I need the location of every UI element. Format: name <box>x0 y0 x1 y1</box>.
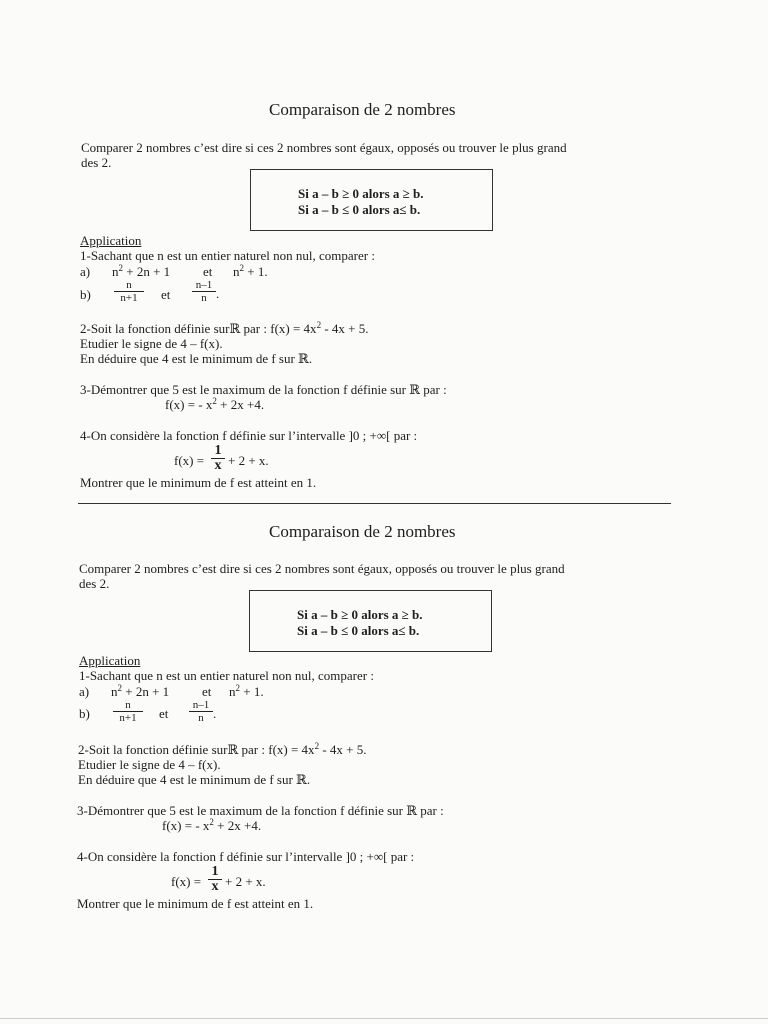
intro-line-1: Comparer 2 nombres c’est dire si ces 2 nombres sont égaux, opposés ou trouver le plus grand <box>81 140 567 155</box>
exercise-1b-label: b) <box>79 706 90 721</box>
et-word: et <box>161 287 171 302</box>
fraction-1-over-x: 1 x <box>211 444 225 473</box>
exercise-1a-expression-2: $n^2 + 1$. <box>233 263 268 279</box>
exercise-3-line-1: 3-Démontrer que 5 est le maximum de la fonction f définie sur ℝ par : <box>80 382 447 397</box>
exercise-2-line-1: 2-Soit la fonction définie surℝ par : $f(x) = 4x^2 - 4x + 5$. <box>80 320 369 336</box>
exercise-4-line-1: 4-On considère la fonction f définie sur l’intervalle ]0 ; +∞[ par : <box>77 849 415 864</box>
intro-line-2: des 2. <box>81 155 112 170</box>
rule-line-1: Si a – b ≥ 0 alors a ≥ b. <box>298 186 424 201</box>
exercise-2-line-3: En déduire que 4 est le minimum de f sur ℝ. <box>80 351 313 366</box>
rule-line-2: Si a – b ≤ 0 alors a≤ b. <box>297 623 420 638</box>
exercise-2-line-2: Etudier le signe de 4 – f(x). <box>80 336 223 351</box>
exercise-2-line-1: 2-Soit la fonction définie surℝ par : $f(x) = 4x^2 - 4x + 5$. <box>78 741 367 757</box>
et-word: et <box>203 264 213 279</box>
fraction-n-minus-1-over-n: n–1 n <box>192 279 216 304</box>
exercise-1a-label: a) <box>80 264 91 279</box>
exercise-3-formula: f(x) = - $x^2 + 2x +4$. <box>165 396 265 412</box>
exercise-1a-expression-1: $n^2 + 2n + 1$ <box>112 263 171 279</box>
intro-line-2: des 2. <box>79 576 110 591</box>
exercise-4-line-3: Montrer que le minimum de f est atteint en 1. <box>77 896 314 911</box>
exercise-3-formula: f(x) = - $x^2 + 2x +4$. <box>162 817 262 833</box>
exercise-4-line-1: 4-On considère la fonction f définie sur l’intervalle ]0 ; +∞[ par : <box>80 428 418 443</box>
exercise-1b-label: b) <box>80 287 91 302</box>
et-word: et <box>202 684 212 699</box>
exercise-1-intro: 1-Sachant que n est un entier naturel non nul, comparer : <box>79 668 374 683</box>
fraction-n-minus-1-over-n: n–1 n <box>189 699 213 724</box>
intro-line-1: Comparer 2 nombres c’est dire si ces 2 nombres sont égaux, opposés ou trouver le plus grand <box>79 561 565 576</box>
application-heading: Application <box>79 653 141 668</box>
exercise-4-fx: f(x) = <box>171 874 202 889</box>
exercise-1-intro: 1-Sachant que n est un entier naturel non nul, comparer : <box>80 248 375 263</box>
worksheet-title: Comparaison de 2 nombres <box>269 522 456 541</box>
exercise-1a-expression-2: $n^2 + 1$. <box>229 683 264 699</box>
exercise-2-line-2: Etudier le signe de 4 – f(x). <box>78 757 221 772</box>
rule-line-2: Si a – b ≤ 0 alors a≤ b. <box>298 202 421 217</box>
period: . <box>213 706 217 721</box>
worksheet-title: Comparaison de 2 nombres <box>269 100 456 119</box>
exercise-2-line-3: En déduire que 4 est le minimum de f sur ℝ. <box>78 772 311 787</box>
cut-line-divider <box>78 503 671 504</box>
et-word: et <box>159 706 169 721</box>
application-heading: Application <box>80 233 142 248</box>
rule-box <box>250 169 493 231</box>
rule-line-1: Si a – b ≥ 0 alors a ≥ b. <box>297 607 423 622</box>
page-bottom-edge <box>0 1018 768 1019</box>
exercise-4-rest: + 2 + x. <box>228 453 269 468</box>
exercise-4-rest: + 2 + x. <box>225 874 266 889</box>
fraction-1-over-x: 1 x <box>208 865 222 894</box>
rule-box <box>249 590 492 652</box>
exercise-3-line-1: 3-Démontrer que 5 est le maximum de la fonction f définie sur ℝ par : <box>77 803 444 818</box>
exercise-4-line-3: Montrer que le minimum de f est atteint en 1. <box>80 475 317 490</box>
period: . <box>216 286 220 301</box>
exercise-4-fx: f(x) = <box>174 453 205 468</box>
fraction-n-over-n-plus-1: n n+1 <box>114 279 144 304</box>
exercise-1a-label: a) <box>79 684 90 699</box>
exercise-1a-expression-1: $n^2 + 2n + 1$ <box>111 683 170 699</box>
fraction-n-over-n-plus-1: n n+1 <box>113 699 143 724</box>
